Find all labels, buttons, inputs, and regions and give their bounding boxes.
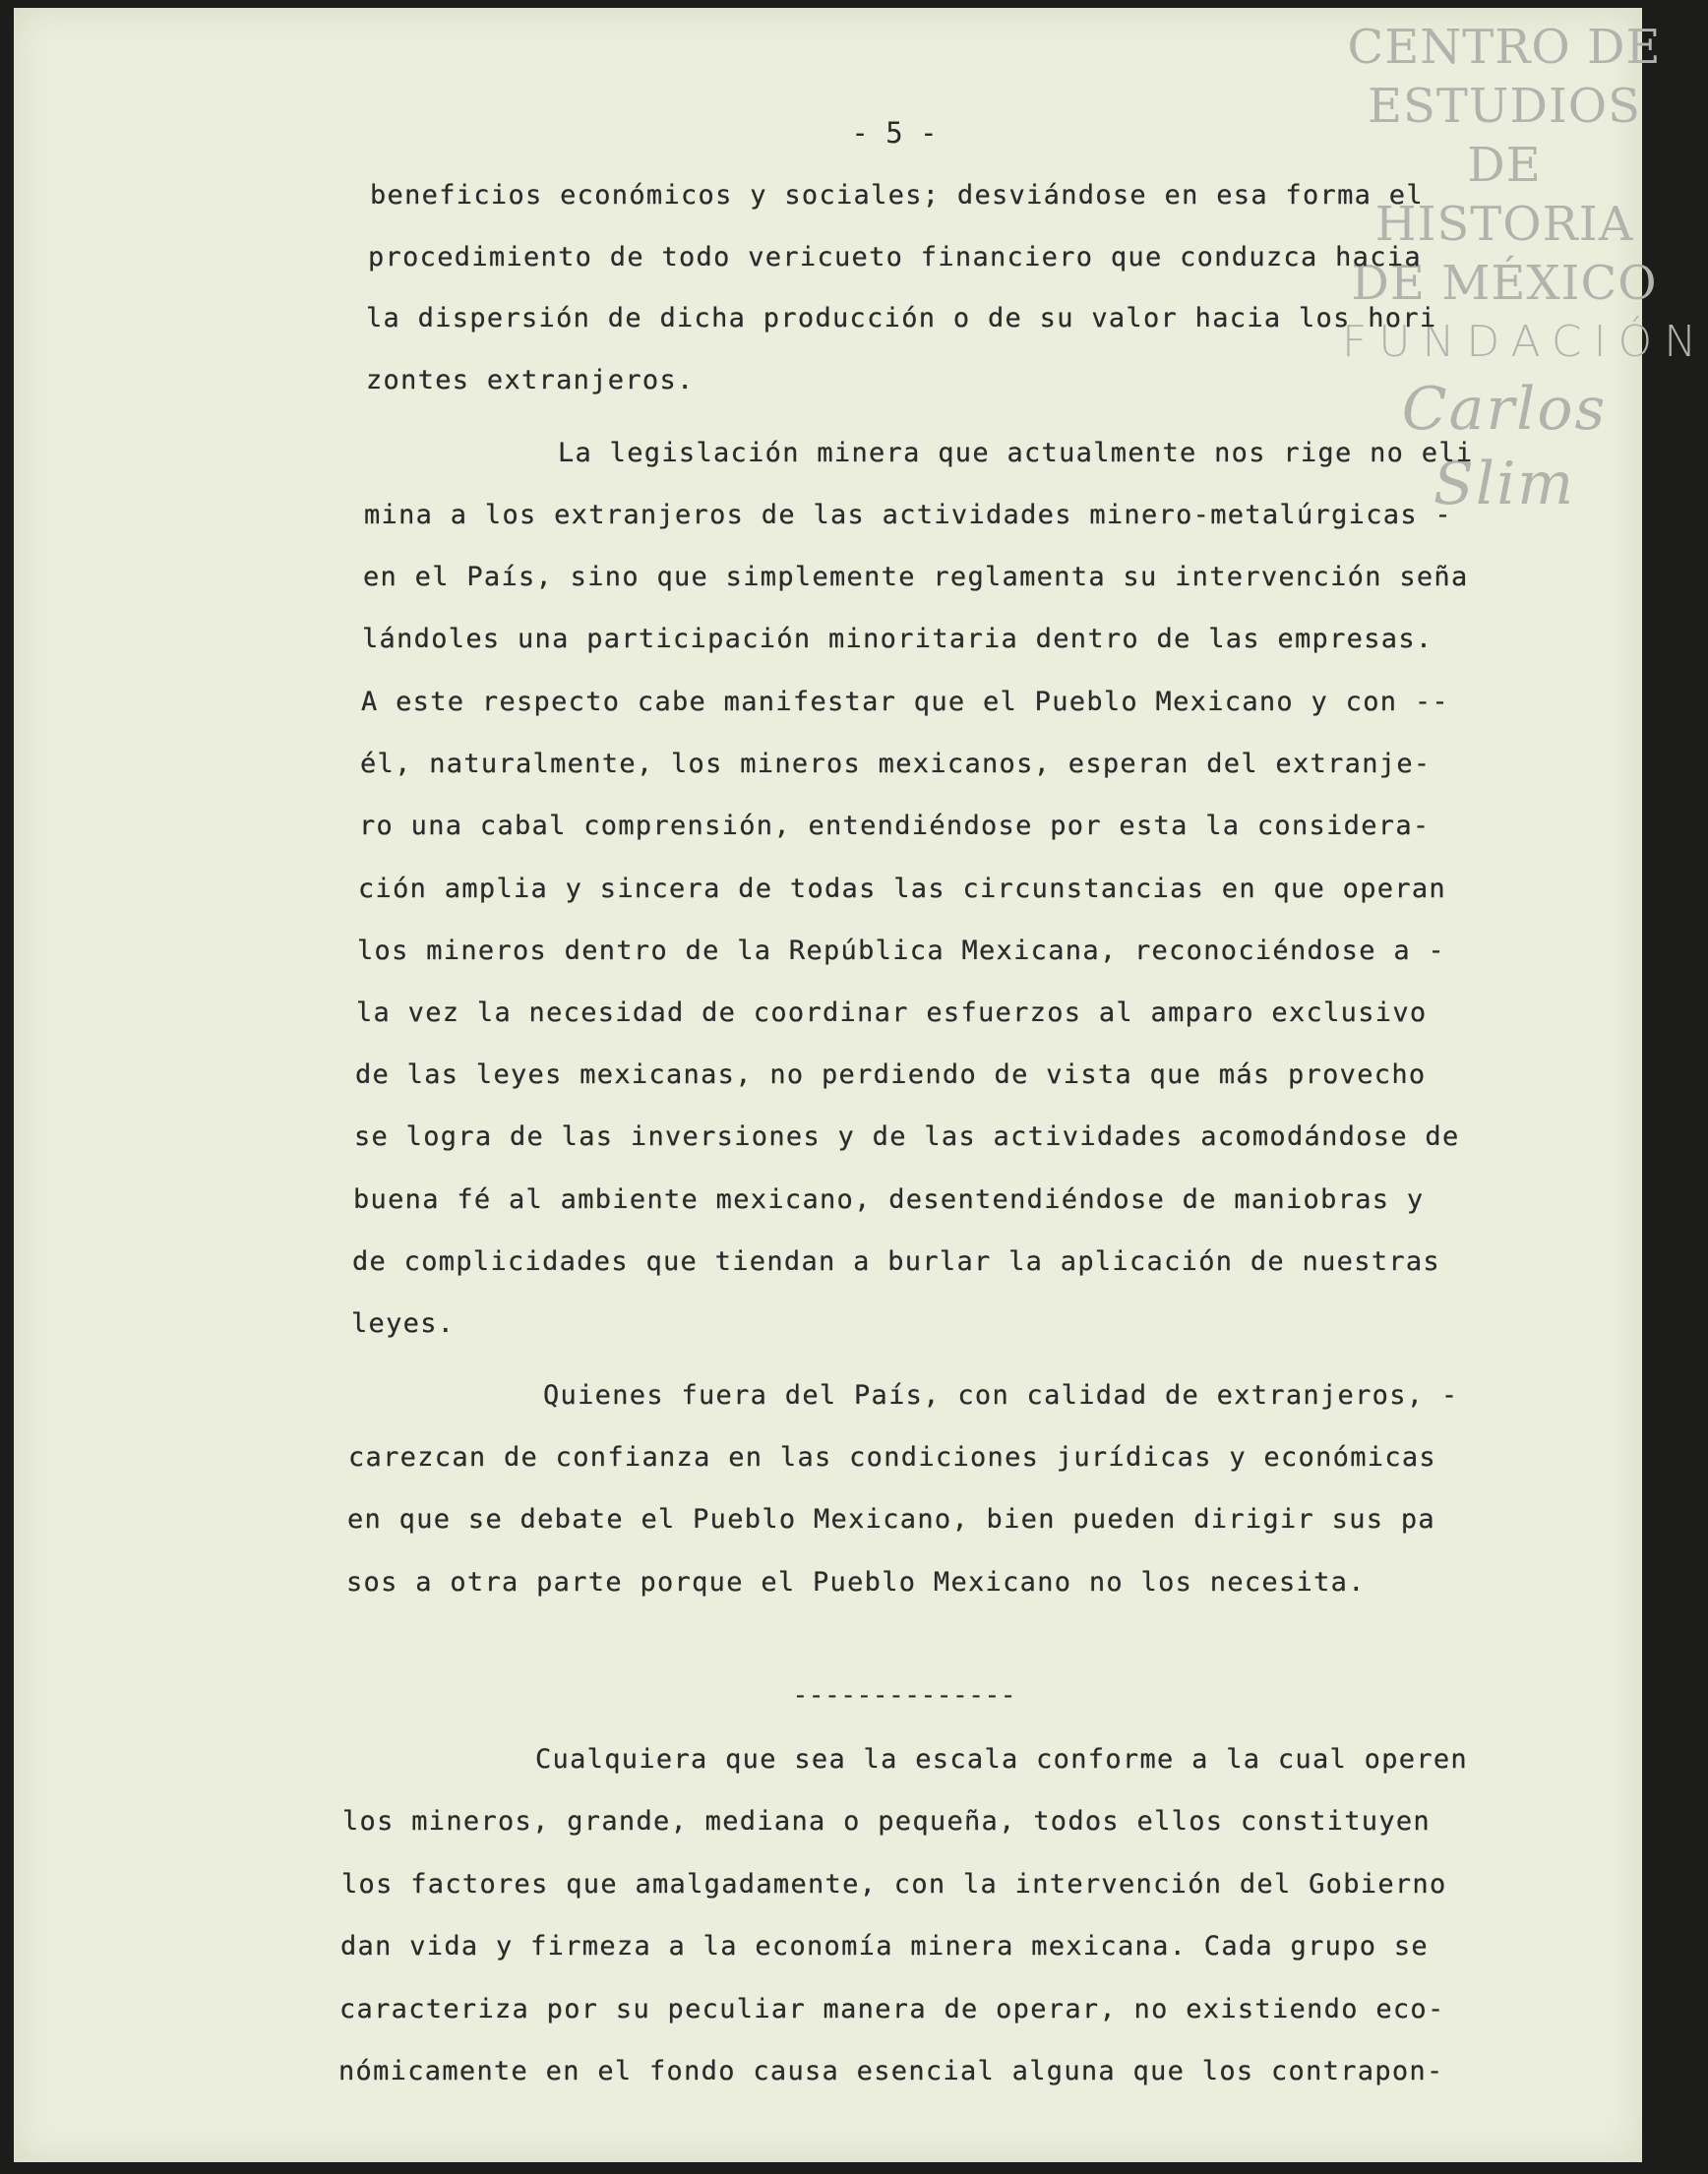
watermark-line: ESTUDIOS <box>1367 79 1642 134</box>
watermark-foundation: FUNDACIÓN <box>1342 317 1708 367</box>
text-line: la dispersión de dicha producción o de su valor hacia los hori <box>366 303 1437 333</box>
text-line: Cualquiera que sea la escala conforme a la cual operen <box>535 1744 1468 1775</box>
text-line: buena fé al ambiente mexicano, desentendiéndose de maniobras y <box>353 1184 1425 1215</box>
text-line: los mineros, grande, mediana o pequeña, todos ellos constituyen <box>342 1806 1431 1837</box>
text-line: la vez la necesidad de coordinar esfuerzos al amparo exclusivo <box>356 997 1428 1028</box>
text-line: sos a otra parte porque el Pueblo Mexicano no los necesita. <box>346 1567 1366 1598</box>
text-line: leyes. <box>351 1308 456 1339</box>
page-number: - 5 - <box>851 116 938 150</box>
text-line: mina a los extranjeros de las actividades minero-metalúrgicas - <box>364 500 1452 530</box>
text-line: zontes extranjeros. <box>366 365 695 395</box>
text-line: los mineros dentro de la República Mexicana, reconociéndose a - <box>357 936 1445 966</box>
text-line: ro una cabal comprensión, entendiéndose por esta la considera- <box>359 811 1431 841</box>
text-line: él, naturalmente, los mineros mexicanos, esperan del extranje- <box>360 749 1432 779</box>
text-line: carezcan de confianza en las condiciones jurídicas y económicas <box>348 1442 1436 1473</box>
text-line: de complicidades que tiendan a burlar la aplicación de nuestras <box>352 1246 1440 1277</box>
text-line: ción amplia y sincera de todas las circunstancias en que operan <box>358 874 1446 904</box>
text-line: de las leyes mexicanas, no perdiendo de vista que más provecho <box>355 1059 1427 1090</box>
text-line: La legislación minera que actualmente nos rige no eli <box>558 438 1474 468</box>
text-line: A este respecto cabe manifestar que el Pueblo Mexicano y con -- <box>361 687 1449 717</box>
watermark-line: DE HISTORIA <box>1374 138 1634 252</box>
text-line: en el País, sino que simplemente reglamenta su intervención seña <box>363 562 1469 592</box>
text-line: procedimiento de todo vericueto financiero que conduzca hacia <box>368 242 1422 272</box>
text-line: caracteriza por su peculiar manera de operar, no existiendo eco- <box>339 1994 1445 2024</box>
text-line: los factores que amalgadamente, con la intervención del Gobierno <box>341 1869 1447 1900</box>
text-line: nómicamente en el fondo causa esencial alguna que los contrapon- <box>338 2056 1444 2086</box>
document-page <box>14 8 1708 2162</box>
text-line: Quienes fuera del País, con calidad de extranjeros, - <box>543 1380 1459 1411</box>
watermark-signature: Carlos Slim <box>1401 375 1608 518</box>
text-line: se logra de las inversiones y de las actividades acomodándose de <box>354 1121 1460 1152</box>
watermark-line: CENTRO DE <box>1347 20 1662 75</box>
text-line: dan vida y firmeza a la economía minera mexicana. Cada grupo se <box>340 1931 1429 1962</box>
text-line: lándoles una participación minoritaria dentro de las empresas. <box>362 624 1434 654</box>
text-line: beneficios económicos y sociales; desviándose en esa forma el <box>370 180 1424 211</box>
section-divider: -------------- <box>792 1680 1016 1711</box>
text-line: en que se debate el Pueblo Mexicano, bien pueden dirigir sus pa <box>347 1504 1435 1535</box>
watermark-line: DE MÉXICO <box>1351 256 1658 311</box>
